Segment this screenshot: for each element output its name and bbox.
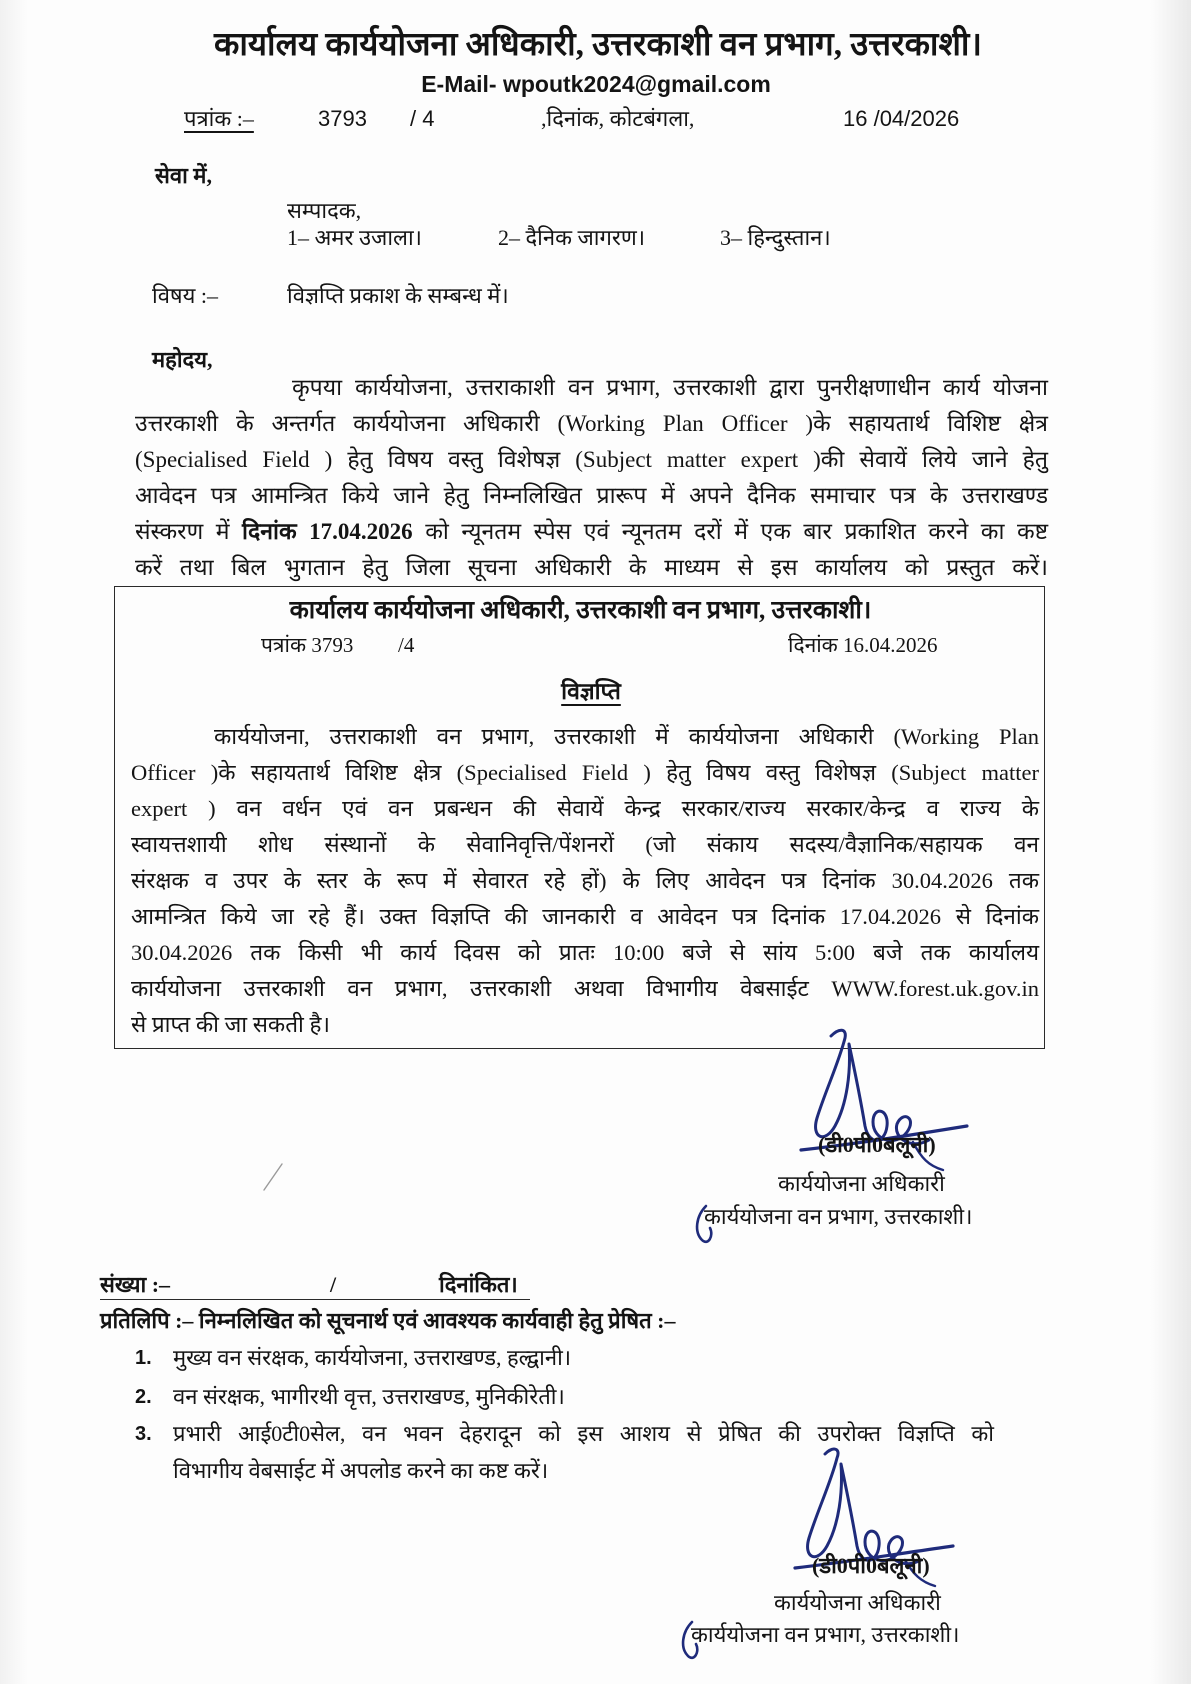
subject-text: विज्ञप्ति प्रकाश के सम्बन्ध में। (287, 283, 509, 308)
publication-date-bold: दिनांक 17.04.2026 (242, 519, 413, 544)
email-line: E-Mail- wpoutk2024@gmail.com (421, 71, 771, 97)
copy-to-heading: प्रतिलिपि :– निम्नलिखित को सूचनार्थ एवं आवश्यक कार्यवाही हेतु प्रेषित :– (100, 1308, 676, 1333)
dispatch-slash: / (330, 1272, 337, 1297)
reference-label: पत्रांक :– (184, 106, 254, 131)
signatory-designation: कार्ययोजना अधिकारी (774, 1590, 941, 1615)
notice-line: Officer )के सहायतार्थ विशिष्ट क्षेत्र (Specialised Field ) हेतु विषय वस्तु विशेषज्ञ (Subject matter (131, 760, 1039, 785)
notice-line: कार्ययोजना, उत्तराकाशी वन प्रभाग, उत्तरकाशी में कार्ययोजना अधिकारी (Working Plan (214, 724, 1039, 749)
reference-number: 3793 (318, 106, 367, 131)
notice-paragraph (131, 719, 1039, 1043)
notice-reference-number: पत्रांक 3793 (261, 633, 354, 657)
pen-mark (676, 1618, 710, 1664)
notice-line: आमन्त्रित किये जा रहे हैं। उक्त विज्ञप्ति की जानकारी व आवेदन पत्र दिनांक 17.04.2026 से दिनांक (131, 904, 1039, 929)
body-line (135, 514, 1048, 550)
notice-line: से प्राप्त की जा सकती है। (131, 1012, 330, 1037)
body-text: को न्यूनतम स्पेस एवं न्यूनतम दरों में एक बार प्रकाशित करने का कष्ट (425, 519, 1049, 544)
signatory-name: (डी0पी0बलूनी) (818, 1132, 936, 1157)
recipient-number: 3. (135, 1423, 152, 1445)
date-place: ,दिनांक, कोटबंगला, (541, 106, 695, 131)
pen-mark-stroke (697, 1206, 711, 1242)
notice-date: दिनांक 16.04.2026 (788, 633, 938, 657)
body-line: (Specialised Field ) हेतु विषय वस्तु विशेषज्ञ (Subject matter expert )की सेवायें लिये जाने हेतु (135, 447, 1048, 472)
recipient-number: 1. (135, 1347, 152, 1369)
notice-title: विज्ञप्ति (561, 679, 621, 704)
body-line: उत्तरकाशी के अन्तर्गत कार्ययोजना अधिकारी (Working Plan Officer )के सहायतार्थ विशिष्ट क्षेत्र (135, 411, 1048, 436)
greeting: महोदय, (152, 347, 213, 372)
notice-line: कार्ययोजना उत्तरकाशी वन प्रभाग, उत्तरकाशी अथवा विभागीय वेबसाईट WWW.forest.uk.gov.in (131, 976, 1039, 1001)
signature-stroke (808, 1449, 921, 1564)
newspaper-1: 1– अमर उजाला। (287, 225, 422, 250)
recipient-number: 2. (135, 1386, 152, 1408)
recipient-text: मुख्य वन संरक्षक, कार्ययोजना, उत्तराखण्ड, हल्द्वानी। (173, 1345, 572, 1370)
pen-mark-stroke (683, 1622, 697, 1658)
notice-line: 30.04.2026 तक किसी भी कार्य दिवस को प्रातः 10:00 बजे से सांय 5:00 बजे तक कार्यालय (131, 940, 1039, 965)
recipient-line: विभागीय वेबसाईट में अपलोड करने का कष्ट करें। (173, 1458, 549, 1483)
dispatch-dated: दिनांकित। (439, 1272, 518, 1297)
body-line: करें तथा बिल भुगतान हेतु जिला सूचना अधिकारी के माध्यम से इस कार्यालय को प्रस्तुत करें। (135, 555, 1048, 580)
body-text: संस्करण में (135, 519, 230, 544)
dispatch-number-label: संख्या :– (100, 1272, 171, 1297)
newspaper-3: 3– हिन्दुस्तान। (720, 225, 831, 250)
addressee-designation: सम्पादक, (287, 198, 362, 223)
letter-date: 16 /04/2026 (843, 106, 960, 131)
pencil-mark (258, 1160, 288, 1196)
reference-suffix: / 4 (410, 106, 435, 131)
body-line: आवेदन पत्र आमन्त्रित किये जाने हेतु निम्नलिखित प्रारूप में अपने दैनिक समाचार पत्र के उत्तराखण्ड (135, 483, 1048, 508)
notice-reference-suffix: /4 (398, 633, 415, 657)
recipient-line: प्रभारी आई0टी0सेल, वन भवन देहरादून को इस आशय से प्रेषित की उपरोक्त विज्ञप्ति को (173, 1421, 994, 1446)
notice-line: संरक्षक व उपर के स्तर के रूप में सेवारत रहे हों) के लिए आवेदन पत्र दिनांक 30.04.2026 तक (131, 868, 1039, 893)
dispatch-underline (100, 1299, 530, 1300)
signature-stroke (816, 1030, 929, 1143)
notice-line: expert ) वन वर्धन एवं वन प्रबन्धन की सेवायें केन्द्र सरकार/राज्य सरकार/केन्द्र व राज्य के (131, 796, 1039, 821)
body-line: कृपया कार्ययोजना, उत्तराकाशी वन प्रभाग, उत्तरकाशी द्वारा पुनरीक्षणाधीन कार्य योजना (292, 375, 1048, 400)
recipient-text: वन संरक्षक, भागीरथी वृत्त, उत्तराखण्ड, मुनिकीरेती। (173, 1384, 565, 1409)
body-paragraph (135, 370, 1048, 586)
signatory-name: (डी0पी0बलूनी) (812, 1553, 930, 1578)
signatory-office: कार्ययोजना वन प्रभाग, उत्तरकाशी। (704, 1204, 973, 1229)
notice-box (114, 586, 1045, 1049)
signatory-office: कार्ययोजना वन प्रभाग, उत्तरकाशी। (691, 1622, 960, 1647)
to-salutation: सेवा में, (155, 163, 212, 188)
pen-mark (690, 1202, 724, 1248)
letterhead-title: कार्यालय कार्ययोजना अधिकारी, उत्तरकाशी वन प्रभाग, उत्तरकाशी। (214, 27, 982, 63)
subject-label: विषय :– (152, 283, 219, 308)
newspaper-2: 2– दैनिक जागरण। (498, 225, 646, 250)
notice-office-title: कार्यालय कार्ययोजना अधिकारी, उत्तरकाशी वन प्रभाग, उत्तरकाशी। (289, 597, 872, 624)
signatory-designation: कार्ययोजना अधिकारी (778, 1171, 945, 1196)
pencil-mark-stroke (264, 1164, 282, 1190)
notice-line: स्वायत्तशायी शोध संस्थानों के सेवानिवृत्ति/पेंशनरों (जो संकाय सदस्य/वैज्ञानिक/सहायक वन (131, 832, 1039, 857)
